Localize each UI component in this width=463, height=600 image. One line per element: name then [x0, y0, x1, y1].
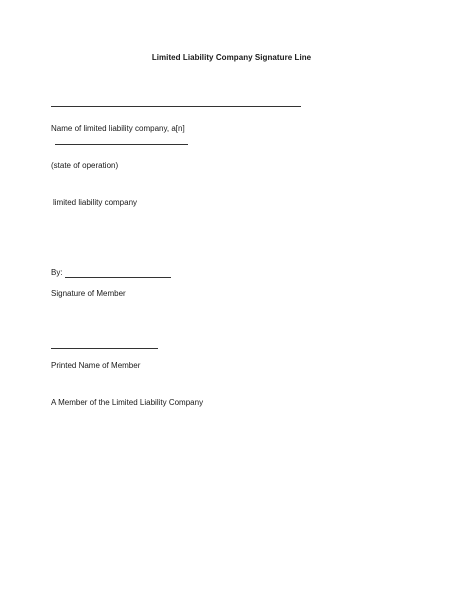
company-name-line[interactable] [51, 106, 301, 107]
state-label: (state of operation) [51, 161, 119, 170]
by-label: By: [51, 268, 63, 277]
printed-name-line[interactable] [51, 348, 158, 349]
company-name-label: Name of limited liability company, a[n] [51, 124, 185, 133]
printed-name-label: Printed Name of Member [51, 361, 141, 370]
company-type-label: limited liability company [53, 198, 138, 207]
member-label: A Member of the Limited Liability Company [51, 398, 204, 407]
signature-by-row [51, 268, 171, 278]
signature-label: Signature of Member [51, 289, 126, 298]
state-line[interactable] [55, 144, 188, 145]
signature-line[interactable] [65, 269, 171, 278]
document-title: Limited Liability Company Signature Line [151, 53, 312, 62]
